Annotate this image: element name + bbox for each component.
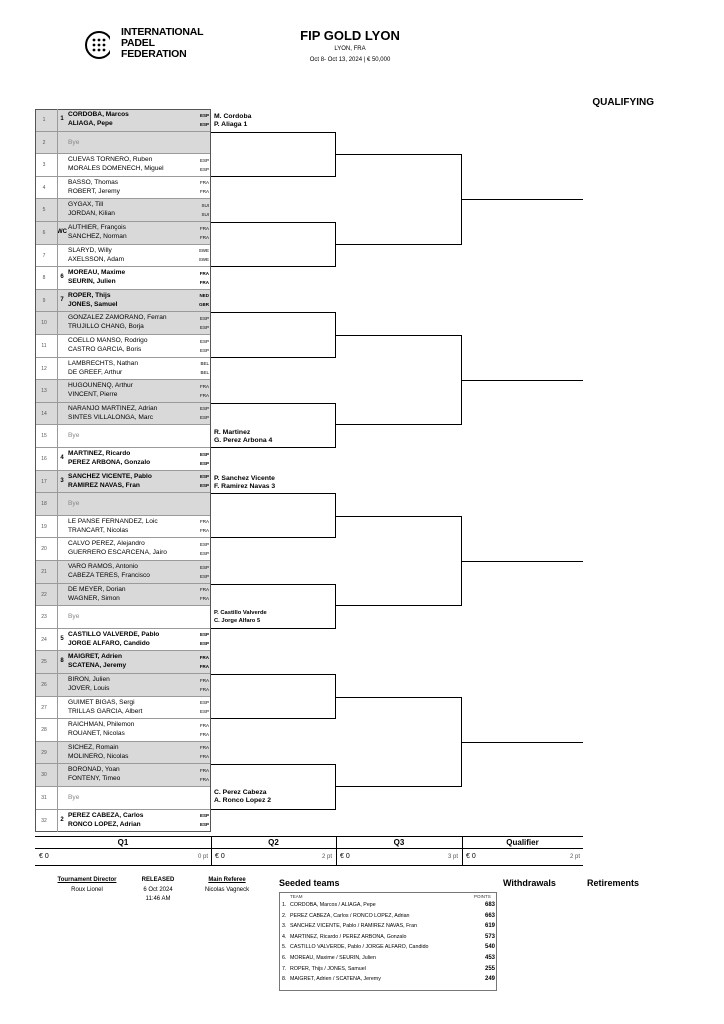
seeded-points: 683: [484, 902, 495, 908]
advance-m1: [214, 113, 251, 129]
player-name: SCATENA, Jeremy: [68, 662, 127, 670]
seeded-team-name: MAIGRET, Adrien / SCATENA, Jeremy: [290, 976, 381, 983]
player-name: VARO RAMOS, Antonio: [68, 563, 138, 570]
seeded-team-name: ROPER, Thijs / JONES, Samuel: [290, 965, 366, 972]
player-nationality: ESP: [199, 347, 209, 353]
slot-number: 7: [42, 252, 46, 259]
player-nationality: ESP: [199, 324, 209, 330]
player-nationality: FRA: [200, 731, 209, 737]
player-nationality: FRA: [200, 528, 209, 534]
slot-number: 22: [41, 591, 47, 598]
slot-number: 16: [41, 456, 47, 462]
seeded-points: 663: [484, 912, 495, 919]
seed-rank: 3.: [282, 923, 287, 930]
advance-m1-line2: P. Aliaga 1: [214, 121, 248, 128]
round-q2-label: Q2: [268, 838, 279, 847]
tournament-director-name: Roux Lionel: [71, 887, 103, 893]
slot-number: 14: [41, 410, 47, 417]
bracket-q2-match: [211, 132, 336, 177]
player-name: SANCHEZ, Norman: [68, 233, 127, 240]
slot-number: 25: [41, 659, 47, 666]
advance-m12-line1: P. Castillo Valverde: [214, 610, 267, 616]
retirements-title: Retirements: [587, 878, 640, 888]
seeded-points-header: POINTS: [474, 894, 491, 899]
player-nationality: ESP: [199, 822, 209, 828]
seed-rank: 4.: [282, 933, 287, 940]
player-nationality: SUI: [201, 211, 209, 217]
bye-label: Bye: [68, 500, 80, 508]
bracket-q2-match: [211, 222, 336, 267]
bracket-q3-match: [336, 697, 462, 787]
player-name: DE MEYER, Dorian: [68, 585, 126, 593]
player-name: ROBERT, Jeremy: [68, 187, 120, 195]
seeded-team-name: MOREAU, Maxime / SEURIN, Julien: [290, 955, 376, 961]
player-name: BIRON, Julien: [68, 676, 110, 683]
slot-number: 3: [42, 162, 46, 169]
seeded-row: [282, 934, 495, 944]
slot-number: 8: [42, 275, 46, 282]
round-q3-label: Q3: [393, 838, 405, 847]
player-nationality: ESP: [199, 550, 209, 556]
org-name: [121, 27, 203, 60]
round-q3-prize: € 0: [340, 853, 350, 860]
player-nationality: FRA: [200, 519, 209, 525]
bracket-q2-match: [211, 493, 336, 538]
slot-number: 15: [41, 433, 47, 440]
tournament-director-title: Tournament Director: [57, 877, 117, 883]
player-nationality: ESP: [199, 451, 209, 457]
number-column-divider: [57, 109, 58, 832]
released-time: 11:46 AM: [145, 896, 171, 902]
player-name: COELLO MANSO, Rodrigo: [68, 337, 148, 344]
seeded-row: [282, 923, 495, 933]
player-nationality: FRA: [200, 225, 209, 231]
seeded-team-name: SANCHEZ VICENTE, Pablo / RAMIREZ NAVAS, Fran: [290, 923, 417, 930]
player-name: RAMIREZ NAVAS, Fran: [68, 481, 140, 489]
player-name: BASSO, Thomas: [68, 178, 119, 186]
player-nationality: ESP: [199, 157, 209, 163]
player-nationality: ESP: [199, 121, 209, 127]
player-name: RONCO LOPEZ, Adrian: [68, 820, 141, 828]
org-name-line3: FEDERATION: [121, 48, 187, 60]
seed-label: 7: [60, 296, 64, 303]
player-name: VINCENT, Pierre: [68, 391, 118, 399]
player-nationality: ESP: [199, 406, 209, 412]
round-q1-label: Q1: [117, 838, 129, 847]
player-nationality: ESP: [199, 641, 209, 647]
player-name: CALVO PEREZ, Alejandro: [68, 540, 145, 548]
seed-rank: 8.: [282, 976, 287, 983]
seeded-points: 453: [484, 955, 495, 961]
slot-number: 28: [41, 727, 47, 734]
seeded-row: [282, 966, 495, 976]
slot-number: 5: [42, 207, 46, 214]
player-name: GUIMET BIGAS, Sergi: [68, 698, 135, 706]
player-name: LAMBRECHTS, Nathan: [68, 359, 138, 367]
player-name: GYGAX, Till: [68, 201, 104, 209]
seeded-team-name: CORDOBA, Marcos / ALIAGA, Pepe: [290, 902, 376, 908]
slot-number: 13: [41, 388, 47, 395]
bracket-qualifier-line: [462, 561, 583, 562]
player-nationality: FRA: [200, 234, 209, 240]
player-nationality: FRA: [200, 677, 209, 683]
seeded-points: 540: [484, 944, 495, 951]
player-name: BORONAD, Yoan: [68, 766, 120, 774]
seeded-team-name: CASTILLO VALVERDE, Pablo / JORGE ALFARO, Candido: [290, 944, 429, 951]
seed-rank: 1.: [282, 902, 287, 908]
slot-number: 21: [41, 569, 47, 575]
player-name: MOLINERO, Nicolas: [68, 752, 129, 760]
seeded-team-name: PEREZ CABEZA, Carlos / RONCO LOPEZ, Adrian: [290, 912, 410, 919]
player-name: ROPER, Thijs: [68, 291, 111, 299]
player-name: NARANJO MARTINEZ, Adrian: [68, 404, 158, 412]
player-nationality: FRA: [200, 392, 209, 398]
seed-label: 4: [60, 455, 64, 461]
seeded-row: [282, 902, 495, 912]
player-name: TRILLAS GARCIA, Albert: [68, 707, 143, 715]
player-nationality: FRA: [199, 279, 209, 285]
player-name: WAGNER, Simon: [68, 594, 120, 602]
player-name: MAIGRET, Adrien: [68, 653, 122, 661]
player-name: MARTINEZ, Ricardo: [68, 450, 131, 457]
player-name: JONES, Samuel: [68, 300, 118, 308]
player-nationality: ESP: [199, 573, 209, 579]
round-qualifier-prize: € 0: [466, 853, 476, 860]
player-name: PEREZ ARBONA, Gonzalo: [68, 459, 151, 466]
seeded-teams-title: Seeded teams: [279, 878, 340, 888]
advance-m12: [214, 609, 267, 625]
player-nationality: ESP: [199, 541, 209, 547]
advance-m16-line2: A. Ronco Lopez 2: [214, 797, 272, 804]
player-name: JOVER, Louis: [68, 685, 110, 692]
player-name: AUTHIER, François: [68, 224, 126, 231]
player-name: ALIAGA, Pepe: [68, 120, 113, 127]
slot-number: 9: [42, 297, 46, 304]
player-nationality: FRA: [199, 654, 209, 660]
advance-m12-line2: C. Jorge Alfaro 5: [214, 618, 261, 624]
player-name: RAICHMAN, Philemon: [68, 721, 135, 729]
player-name: JORGE ALFARO, Candido: [68, 639, 150, 647]
seeded-points: 255: [484, 965, 495, 972]
player-name: CABEZA TERES, Francisco: [68, 572, 150, 579]
player-name: SLARYD, Willy: [68, 246, 112, 254]
seed-rank: 6.: [282, 955, 287, 961]
slot-number: 6: [42, 230, 46, 236]
seeded-row: [282, 976, 495, 986]
seeded-team-name: MARTINEZ, Ricardo / PEREZ ARBONA, Gonzalo: [290, 933, 407, 940]
released-title: RELEASED: [141, 877, 175, 883]
main-referee-title: Main Referee: [208, 877, 246, 883]
round-q2-points: 2 pt: [321, 854, 332, 860]
event-dates: Oct 8- Oct 13, 2024 | € 50,000: [309, 57, 391, 63]
seed-label: 6: [60, 274, 64, 281]
slot-number: 26: [41, 682, 47, 688]
seed-label: 3: [60, 477, 64, 484]
seed-rank: 7.: [282, 965, 287, 972]
slot-number: 27: [41, 704, 47, 711]
slot-number: 12: [41, 365, 47, 372]
advance-m9-line2: F. Ramirez Navas 3: [214, 483, 276, 490]
bracket-q2-match: [211, 312, 336, 357]
bracket-q3-match: [336, 516, 462, 606]
seeded-row: [282, 913, 495, 923]
round-qualifier-points: 2 pt: [569, 854, 580, 860]
player-name: FONTENY, Timeo: [68, 775, 121, 783]
draw-frame: [35, 109, 211, 832]
player-nationality: ESP: [199, 700, 209, 706]
bracket-qualifier-line: [462, 380, 583, 381]
bracket-qualifier-line: [462, 742, 583, 743]
seed-label: WC: [57, 229, 67, 235]
player-nationality: SWE: [198, 248, 209, 254]
player-nationality: NED: [199, 293, 209, 299]
player-nationality: FRA: [200, 686, 209, 692]
player-name: AXELSSON, Adam: [68, 255, 125, 263]
player-nationality: BEL: [200, 361, 209, 367]
seed-label: 1: [60, 116, 64, 122]
round-q3-points: 3 pt: [447, 854, 458, 860]
player-name: TRUJILLO CHANG, Borja: [68, 323, 144, 331]
bye-label: Bye: [68, 138, 80, 146]
player-name: CASTILLO VALVERDE, Pablo: [68, 630, 160, 638]
player-name: MORALES DOMENECH, Miguel: [68, 165, 164, 173]
player-nationality: FRA: [200, 180, 209, 186]
player-nationality: FRA: [199, 663, 209, 669]
player-nationality: ESP: [199, 166, 209, 172]
player-nationality: FRA: [200, 189, 209, 195]
player-nationality: FRA: [200, 383, 209, 389]
advance-m16-line1: C. Perez Cabeza: [214, 789, 267, 796]
slot-number: 4: [42, 184, 46, 191]
slot-number: 23: [41, 614, 47, 621]
bracket-q3-match: [336, 335, 462, 425]
slot-number: 1: [42, 117, 46, 123]
seeded-row: [282, 955, 495, 965]
round-header-line: [35, 848, 583, 849]
slot-number: 18: [41, 501, 47, 508]
player-nationality: SWE: [198, 257, 209, 263]
seeded-row: [282, 944, 495, 954]
bye-label: Bye: [68, 613, 80, 621]
player-name: CASTRO GARCIA, Boris: [68, 346, 142, 353]
advance-m8-line1: R. Martinez: [214, 429, 251, 436]
player-name: JORDAN, Kilian: [68, 210, 115, 218]
event-location: LYON, FRA: [334, 46, 366, 52]
slot-number: 19: [41, 523, 47, 530]
player-name: PEREZ CABEZA, Carlos: [68, 811, 144, 819]
player-name: SICHEZ, Romain: [68, 743, 119, 751]
slot-number: 10: [41, 320, 47, 327]
round-q2-prize: € 0: [215, 853, 225, 860]
player-nationality: ESP: [199, 474, 209, 480]
draw-type-heading: QUALIFYING: [592, 97, 654, 108]
player-name: SANCHEZ VICENTE, Pablo: [68, 472, 152, 480]
slot-number: 31: [41, 795, 47, 801]
round-q1-prize: € 0: [39, 853, 49, 860]
player-name: GONZALEZ ZAMORANO, Ferran: [68, 314, 167, 322]
seed-label: 8: [60, 658, 64, 665]
slot-number: 32: [41, 817, 47, 824]
player-name: CORDOBA, Marcos: [68, 111, 129, 118]
slot-number: 2: [42, 139, 46, 146]
player-name: LE PANSE FERNANDEZ, Loic: [68, 517, 158, 525]
seeded-points: 249: [484, 976, 495, 983]
seeded-points: 573: [484, 933, 495, 940]
seeded-points: 619: [484, 923, 495, 930]
player-name: GUERRERO ESCARCENA, Jairo: [68, 549, 167, 557]
withdrawals-title: Withdrawals: [503, 878, 556, 888]
player-nationality: GBR: [199, 302, 209, 308]
player-nationality: FRA: [200, 587, 209, 593]
advance-m1-line1: M. Cordoba: [214, 113, 252, 120]
slot-number: 29: [41, 749, 47, 756]
player-nationality: ESP: [199, 460, 209, 466]
player-nationality: ESP: [199, 632, 209, 638]
seed-rank: 5.: [282, 944, 287, 951]
advance-m9: [214, 475, 275, 491]
player-nationality: FRA: [200, 767, 209, 773]
bracket-q2-match: [211, 674, 336, 719]
bracket-qualifier-line: [462, 199, 583, 200]
player-nationality: FRA: [200, 745, 209, 751]
advance-m8-line2: G. Perez Arbona 4: [214, 437, 273, 444]
player-name: CUEVAS TORNERO, Ruben: [68, 156, 153, 164]
player-nationality: ESP: [199, 813, 209, 819]
round-qualifier-label: Qualifier: [506, 838, 539, 847]
seed-label: 2: [60, 816, 64, 823]
bye-label: Bye: [68, 794, 80, 801]
player-nationality: FRA: [199, 270, 209, 276]
player-nationality: ESP: [199, 112, 209, 118]
player-nationality: ESP: [199, 483, 209, 489]
advance-m8: [214, 429, 272, 445]
main-referee-name: Nicolas Vagneck: [204, 887, 250, 893]
released-date: 6 Oct 2024: [143, 887, 173, 893]
bracket-q3-match: [336, 154, 462, 244]
slot-number: 30: [41, 772, 47, 779]
slot-number: 20: [41, 546, 47, 553]
player-name: HUGOUNENQ, Arthur: [68, 382, 133, 390]
slot-number: 17: [41, 478, 47, 485]
event-title: FIP GOLD LYON: [300, 28, 400, 43]
player-nationality: ESP: [199, 315, 209, 321]
org-name-line1: INTERNATIONAL: [121, 26, 204, 38]
player-nationality: BEL: [200, 370, 209, 376]
player-nationality: ESP: [199, 709, 209, 715]
slot-number: 11: [41, 343, 47, 349]
slot-number: 24: [41, 636, 47, 643]
seed-label: 5: [60, 635, 64, 642]
seed-rank: 2.: [282, 912, 287, 919]
player-nationality: FRA: [200, 776, 209, 782]
seeded-team-header: TEAM: [290, 894, 303, 899]
round-q1-points: 0 pt: [197, 854, 208, 860]
player-name: TRANCART, Nicolas: [68, 526, 129, 534]
org-name-line2: PADEL: [121, 37, 155, 49]
player-nationality: FRA: [200, 722, 209, 728]
advance-m9-line1: P. Sanchez Vicente: [214, 475, 275, 482]
player-name: SINTES VILLALONGA, Marc: [68, 413, 154, 421]
bye-label: Bye: [68, 432, 80, 440]
advance-m16: [214, 789, 271, 805]
player-name: ROUANET, Nicolas: [68, 730, 125, 738]
player-name: SEURIN, Julien: [68, 278, 116, 286]
player-nationality: SUI: [201, 202, 209, 208]
player-name: MOREAU, Maxime: [68, 269, 126, 277]
player-nationality: FRA: [200, 596, 209, 602]
player-nationality: ESP: [199, 338, 209, 344]
player-nationality: ESP: [199, 415, 209, 421]
player-nationality: ESP: [199, 564, 209, 570]
player-name: DE GREEF, Arthur: [68, 368, 123, 376]
player-nationality: FRA: [200, 754, 209, 760]
